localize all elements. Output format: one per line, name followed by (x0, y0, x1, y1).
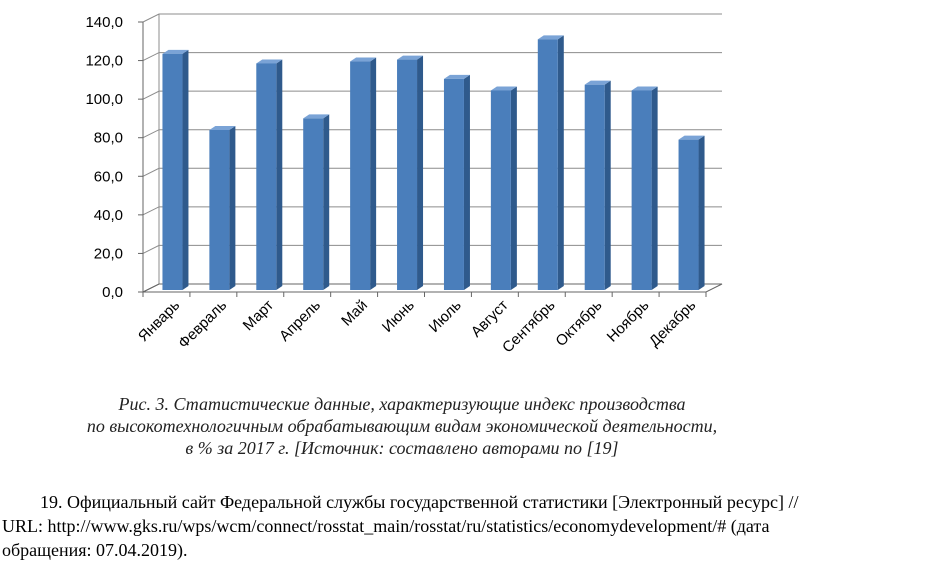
bar-side (699, 136, 705, 290)
bar-side (605, 81, 611, 290)
bar-side (370, 58, 376, 290)
chart-bars (162, 35, 704, 290)
y-tick-label: 40,0 (93, 206, 123, 224)
bar-front (585, 85, 605, 290)
bar (209, 126, 235, 290)
bar-front (632, 90, 652, 290)
bar-front (491, 90, 511, 290)
bar (162, 50, 188, 290)
bar-front (444, 79, 464, 290)
bar-side (276, 59, 282, 290)
bar-front (538, 39, 558, 290)
x-tick-label: Ноябрь (603, 296, 653, 346)
bar-side (558, 35, 564, 290)
bar-front (679, 140, 699, 290)
x-tick-label: Июнь (378, 296, 418, 336)
bar (538, 35, 564, 290)
x-tick-label: Март (239, 296, 278, 335)
reference-line-3: обращения: 07.04.2019). (2, 540, 188, 560)
figure-caption-line-2: по высокотехнологичным обрабатывающим видам экономической деятельности, (86, 416, 718, 436)
x-tick-label: Апрель (276, 296, 325, 345)
bar-side (464, 75, 470, 290)
x-tick-label: Декабрь (645, 296, 700, 351)
bar (397, 56, 423, 290)
bar-side (417, 56, 423, 290)
x-tick-label: Октябрь (552, 296, 606, 350)
bar-front (350, 62, 370, 290)
bar (444, 75, 470, 290)
bar-front (303, 118, 323, 290)
bar-front (256, 63, 276, 290)
bar (350, 58, 376, 290)
gridline (143, 14, 722, 22)
y-tick-label: 120,0 (85, 52, 123, 70)
figure-caption-line-3: в % за 2017 г. [Источник: составлено авторами по [19] (185, 438, 619, 458)
bar-side (511, 86, 517, 290)
bar-side (323, 114, 329, 290)
x-tick-labels (135, 292, 706, 356)
x-tick-label: Февраль (175, 296, 231, 352)
y-tick-label: 140,0 (85, 14, 123, 31)
bar-side (182, 50, 188, 290)
reference-line-2: URL: http://www.gks.ru/wps/wcm/connect/rosstat_main/rosstat/ru/statistics/economydevelopment/# (дата (2, 516, 770, 536)
bar-side (652, 86, 658, 290)
x-tick-label: Январь (134, 296, 184, 346)
bar-front (397, 60, 417, 290)
x-tick-label: Август (467, 296, 512, 341)
y-tick-label: 80,0 (93, 129, 123, 147)
y-tick-label: 20,0 (93, 245, 123, 263)
bar (303, 114, 329, 290)
bar (256, 59, 282, 290)
x-tick-label: Июль (425, 296, 465, 336)
y-tick-labels (85, 14, 143, 301)
bar (632, 86, 658, 290)
bar-side (229, 126, 235, 290)
reference-line-1: 19. Официальный сайт Федеральной службы государственной статистики [Электронный ресурс] // (40, 492, 799, 512)
bar (491, 86, 517, 290)
y-tick-label: 0,0 (102, 284, 123, 301)
x-tick-label: Май (338, 296, 371, 330)
gridline (143, 53, 722, 61)
x-tick-label: Сентябрь (499, 296, 559, 357)
bar (679, 136, 705, 290)
figure-caption-line-1: Рис. 3. Статистические данные, характеризующие индекс производства (118, 394, 686, 414)
y-tick-label: 60,0 (93, 168, 123, 186)
y-tick-label: 100,0 (85, 91, 123, 109)
bar-front (209, 130, 229, 290)
bar (585, 81, 611, 290)
bar-front (162, 54, 182, 290)
